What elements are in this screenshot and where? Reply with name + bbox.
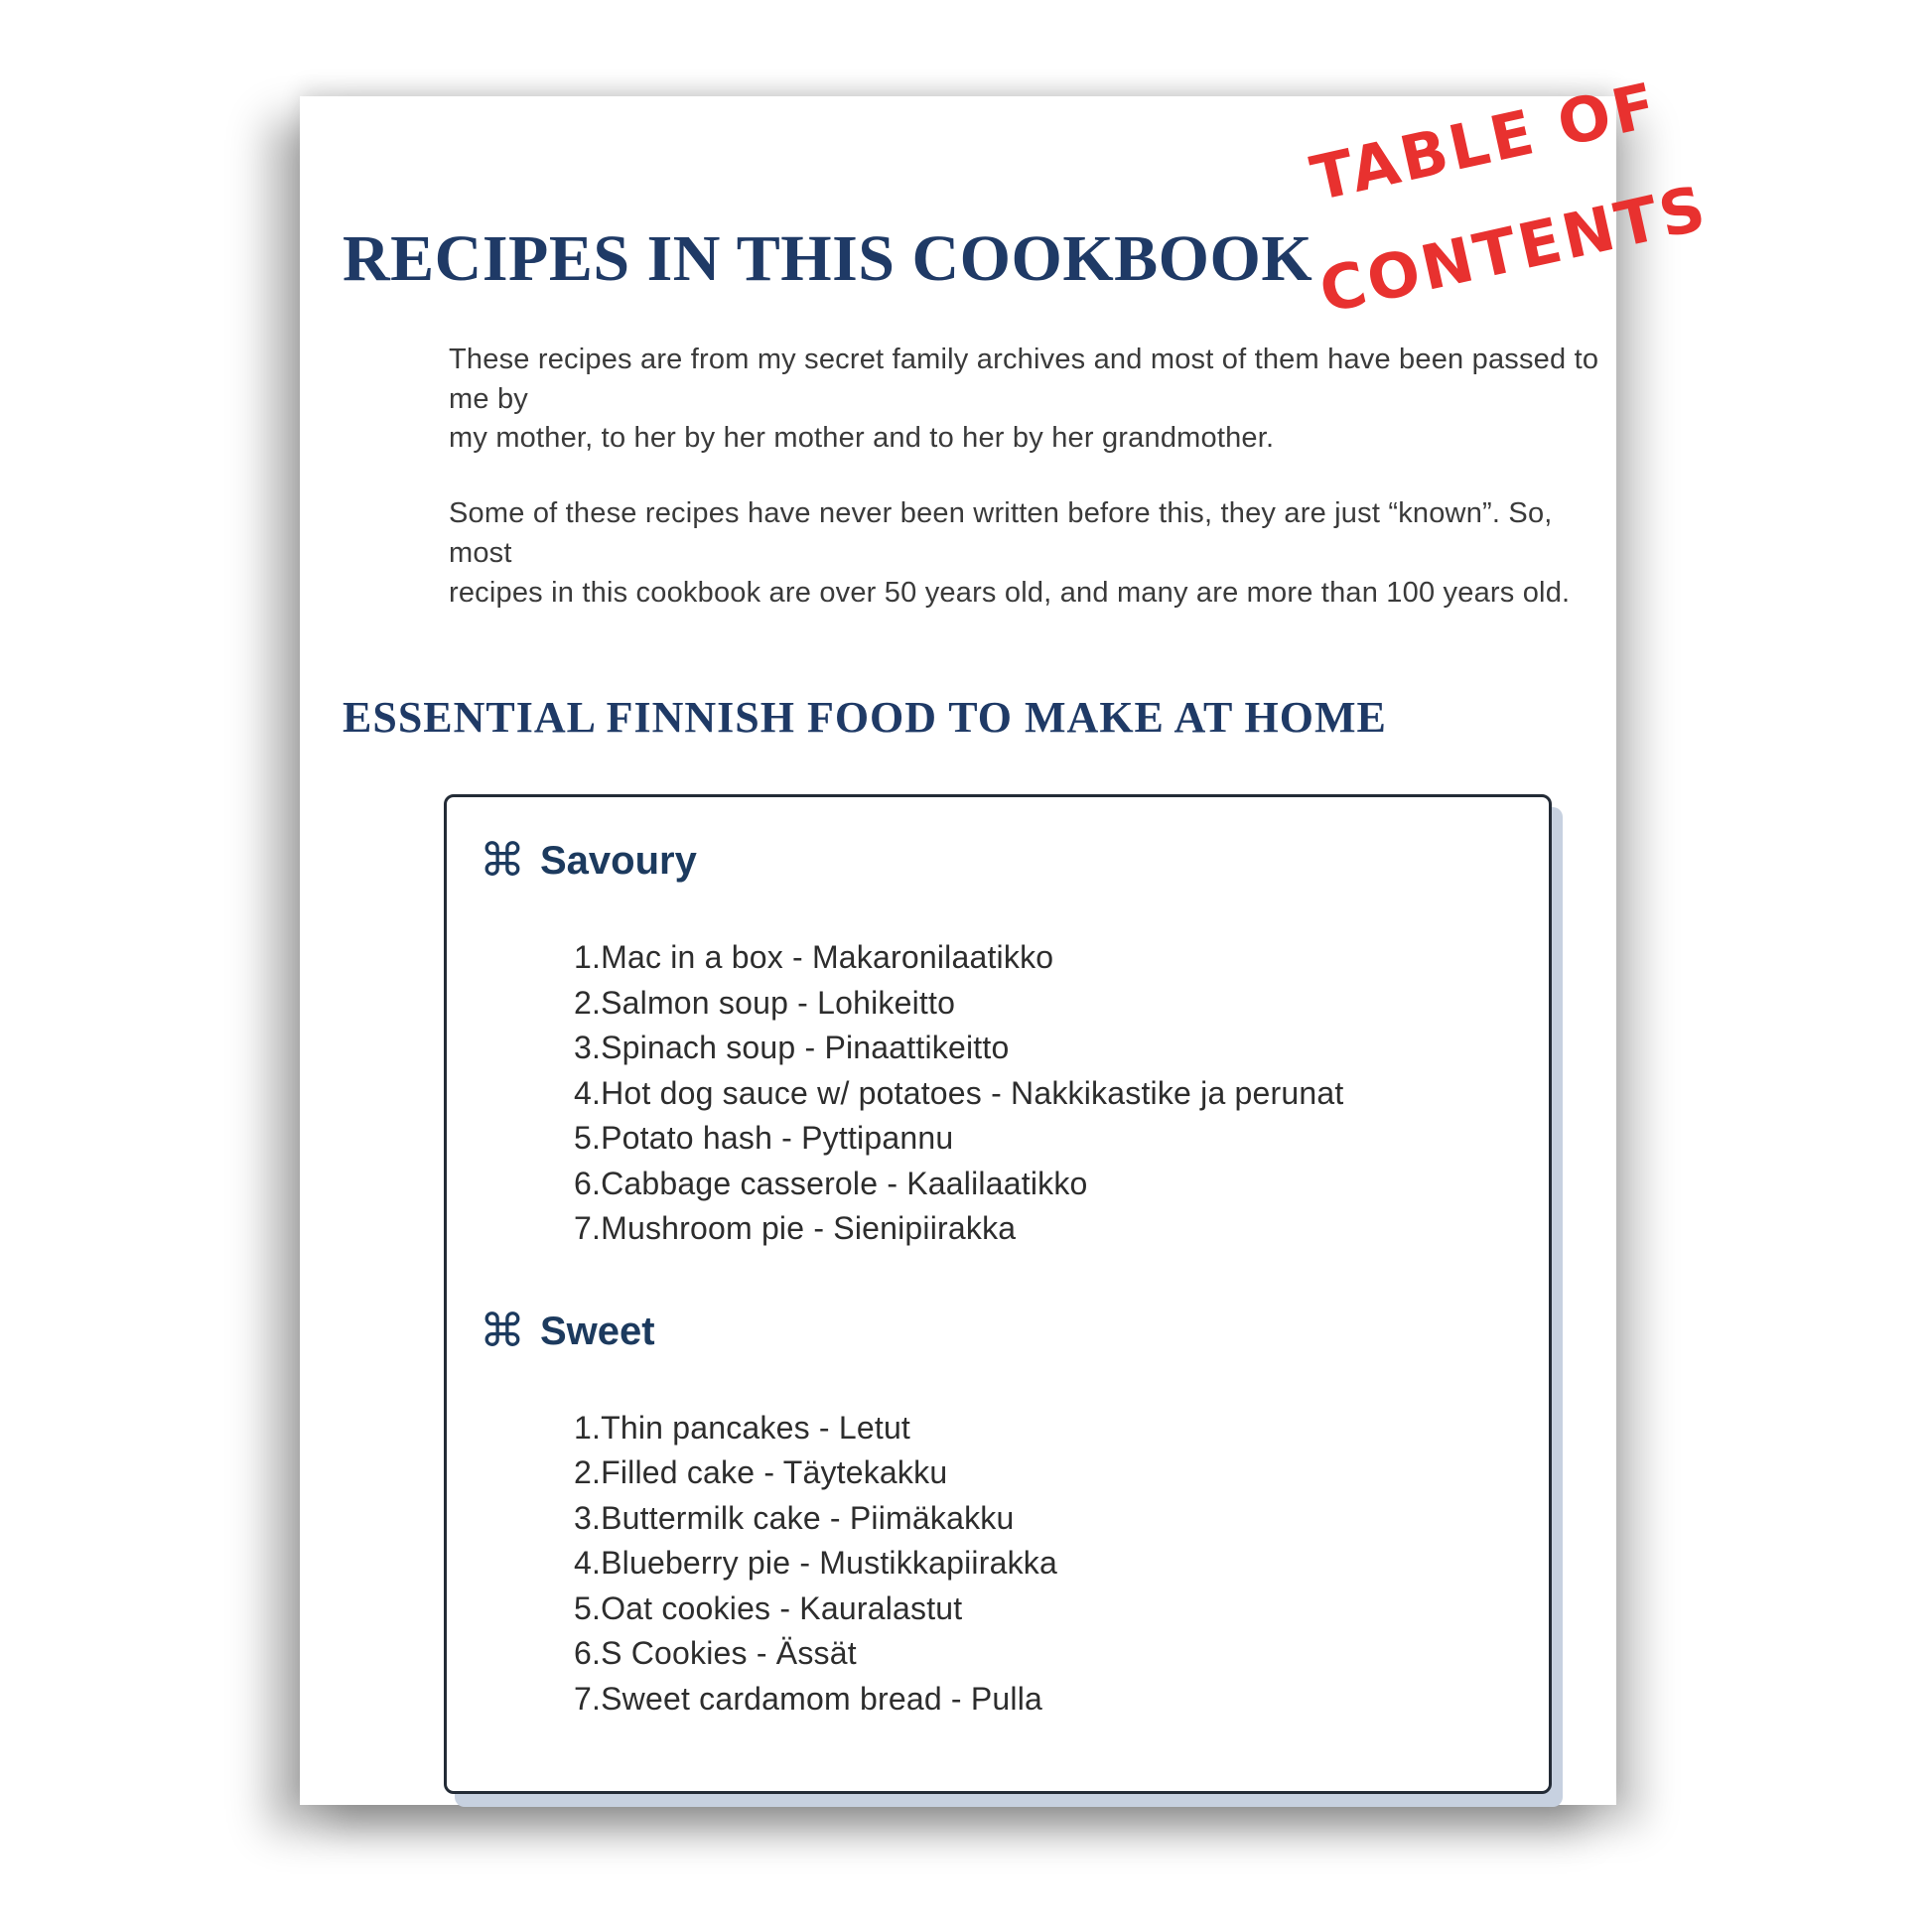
stamp-line-1: TABLE OF (1305, 68, 1665, 215)
stamp-line-2: CONTENTS (1312, 170, 1715, 328)
recipe-category (480, 1303, 1529, 1723)
page-title: RECIPES IN THIS COOKBOOK (343, 222, 1313, 295)
recipe-list-item: S Cookies - Ässät (601, 1635, 857, 1672)
recipe-list-item: Hot dog sauce w/ potatoes - Nakkikastike ja perunat (601, 1074, 1344, 1111)
command-icon: ⌘ (480, 833, 525, 888)
category-name: Savoury (540, 839, 697, 884)
section-heading: ESSENTIAL FINNISH FOOD TO MAKE AT HOME (343, 693, 1387, 743)
intro-paragraph-2: Some of these recipes have never been written before this, they are just “known”. So, most recipes in this cookbook are over 50 years old, and many are more than 100 years old. (449, 497, 1571, 609)
command-icon: ⌘ (480, 1303, 525, 1357)
intro-paragraph-1: These recipes are from my secret family archives and most of them have been passed to me by my mother, to her by her mother and to her by her grandmother. (449, 344, 1599, 455)
category-heading (480, 833, 1529, 888)
recipe-list-item: Cabbage casserole - Kaalilaatikko (601, 1165, 1088, 1201)
recipe-list-item: Thin pancakes - Letut (601, 1409, 911, 1446)
category-heading (480, 1303, 1529, 1357)
recipe-list-item: Blueberry pie - Mustikkapiirakka (601, 1545, 1057, 1582)
recipe-list-item: Oat cookies - Kauralastut (601, 1589, 963, 1626)
recipe-list-item: Salmon soup - Lohikeitto (601, 984, 956, 1021)
document-page (300, 68, 1715, 1805)
recipe-list-item: Potato hash - Pyttipannu (601, 1120, 954, 1157)
recipe-box (444, 794, 1552, 1794)
recipe-list-item: Mushroom pie - Sienipiirakka (601, 1210, 1017, 1247)
table-of-contents-stamp (1301, 44, 1719, 342)
recipe-list-item: Filled cake - Täytekakku (601, 1454, 948, 1491)
recipe-list (480, 1406, 1529, 1723)
recipe-list-item: Mac in a box - Makaronilaatikko (601, 939, 1054, 976)
category-name: Sweet (540, 1309, 655, 1353)
recipe-list-item: Sweet cardamom bread - Pulla (601, 1680, 1043, 1717)
recipe-list-item: Buttermilk cake - Piimäkakku (601, 1499, 1015, 1536)
recipe-list (480, 935, 1529, 1252)
recipe-category (480, 833, 1529, 1252)
recipe-list-item: Spinach soup - Pinaattikeitto (601, 1030, 1010, 1066)
